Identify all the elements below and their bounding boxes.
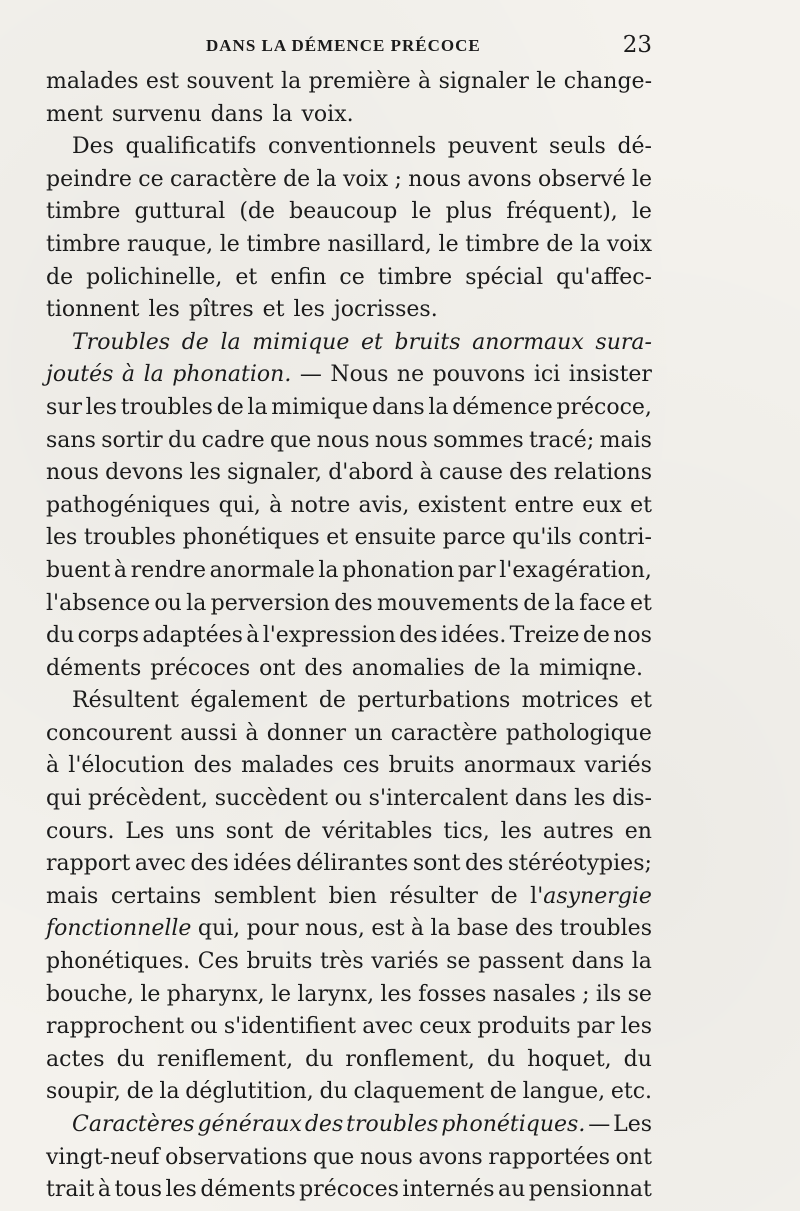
text-line: mais certains semblent bien résulter de l'asynergie [46, 883, 652, 909]
text-line: du corps adaptées à l'expression des idées. Treize de nos [46, 623, 652, 649]
text-line: timbre rauque, le timbre nasillard, le timbre de la voix [46, 231, 652, 257]
text-line: rapport avec des idées délirantes sont des stéréotypies; [46, 851, 652, 877]
body-text [46, 66, 652, 1207]
text-line: phonétiques. Ces bruits très variés se passent dans la [46, 949, 652, 975]
text-line: sur les troubles de la mimique dans la démence précoce, [46, 394, 652, 420]
text-line: à l'élocution des malades ces bruits anormaux variés [46, 753, 652, 779]
text-line: pathogéniques qui, à notre avis, existent entre eux et [46, 492, 652, 518]
text-line: sans sortir du cadre que nous nous sommes tracé; mais [46, 427, 652, 453]
text-line: soupir, de la déglutition, du claquement de langue, etc. [46, 1079, 653, 1105]
text-line: fonctionnelle qui, pour nous, est à la base des troubles [46, 916, 652, 942]
text-line: Des qualificatifs conventionnels peuvent seuls dé- [72, 134, 652, 160]
text-line: de polichinelle, et enfin ce timbre spécial qu'affec- [46, 264, 652, 290]
text-line: concourent aussi à donner un caractère pathologique [46, 720, 652, 746]
text-line: les troubles phonétiques et ensuite parce qu'ils contri- [46, 525, 652, 551]
text-line: timbre guttural (de beaucoup le plus fréquent), le [46, 199, 652, 225]
text-line: qui précèdent, succèdent ou s'intercalent dans les dis- [46, 786, 652, 812]
text-line: vingt-neuf observations que nous avons rapportées ont [46, 1144, 652, 1170]
text-line: joutés à la phonation. — Nous ne pouvons ici insister [46, 362, 652, 388]
page-header [46, 32, 652, 62]
text-line: Caractères généraux des troubles phonétiques. — Les [72, 1112, 652, 1137]
text-line: bouche, le pharynx, le larynx, les fosses nasales ; ils se [46, 981, 652, 1007]
text-line: nous devons les signaler, d'abord à cause des relations [46, 460, 652, 486]
text-line: l'absence ou la perversion des mouvements de la face et [46, 590, 652, 616]
text-line: rapprochent ou s'identifient avec ceux produits par les [46, 1014, 652, 1040]
running-head: DANS LA DÉMENCE PRÉCOCE [206, 36, 481, 55]
text-line: ment survenu dans la voix. [46, 101, 354, 127]
text-line: actes du reniflement, du ronflement, du hoquet, du [46, 1046, 652, 1072]
text-line: cours. Les uns sont de véritables tics, les autres en [46, 818, 652, 844]
text-line: Troubles de la mimique et bruits anormaux sura- [72, 329, 652, 355]
text-line: peindre ce caractère de la voix ; nous avons observé le [46, 166, 652, 192]
text-line: tionnent les pîtres et les jocrisses. [46, 297, 438, 323]
page-number: 23 [622, 32, 652, 58]
text-line: buent à rendre anormale la phonation par l'exagération, [46, 557, 652, 583]
text-line: malades est souvent la première à signaler le change- [46, 69, 652, 94]
text-line: déments précoces ont des anomalies de la mimiqne. [46, 655, 644, 681]
text-line: Résultent également de perturbations motrices et [72, 688, 652, 714]
text-line: trait à tous les déments précoces internés au pensionnat [46, 1177, 652, 1203]
